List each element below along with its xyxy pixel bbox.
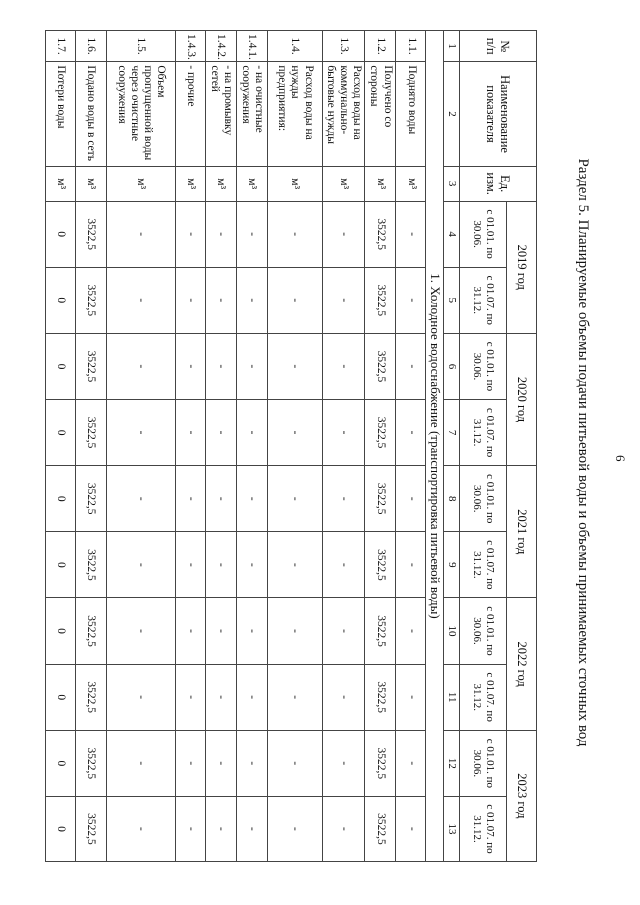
value-cell: -	[175, 267, 205, 333]
row-unit: м³	[45, 166, 75, 201]
value-cell: -	[236, 532, 267, 598]
value-cell: -	[205, 333, 236, 399]
value-cell: -	[205, 532, 236, 598]
value-cell: -	[175, 532, 205, 598]
value-cell: -	[267, 267, 322, 333]
column-number: 9	[444, 532, 460, 598]
value-cell: -	[205, 267, 236, 333]
value-cell: -	[175, 730, 205, 796]
value-cell: 3522,5	[365, 333, 396, 399]
value-cell: 3522,5	[365, 532, 396, 598]
value-cell: -	[106, 598, 175, 664]
value-cell: -	[396, 598, 426, 664]
value-cell: -	[322, 201, 365, 267]
value-cell: -	[106, 400, 175, 466]
row-number: 1.4.	[267, 31, 322, 62]
value-cell: -	[396, 466, 426, 532]
row-name: Поднято воды	[396, 62, 426, 166]
header-half-period: с 01.07. по 31.12.	[460, 532, 507, 598]
value-cell: 3522,5	[365, 400, 396, 466]
value-cell: -	[267, 201, 322, 267]
value-cell: -	[175, 466, 205, 532]
value-cell: -	[106, 333, 175, 399]
value-cell: -	[322, 532, 365, 598]
value-cell: -	[322, 466, 365, 532]
value-cell: 3522,5	[75, 598, 106, 664]
table-row	[365, 31, 396, 862]
table-row	[45, 31, 75, 862]
section-title: Раздел 5. Планируемые объемы подачи питьевой воды и объемы принимаемых сточных вод	[575, 158, 591, 747]
row-name: Потери воды	[45, 62, 75, 166]
value-cell: 0	[45, 598, 75, 664]
table-row	[75, 31, 106, 862]
volumes-table	[45, 30, 537, 862]
value-cell: -	[106, 267, 175, 333]
header-year: 2020 год	[507, 333, 537, 465]
value-cell: -	[396, 400, 426, 466]
header-half-period: с 01.01. по 30.06.	[460, 730, 507, 796]
row-unit: м³	[396, 166, 426, 201]
value-cell: -	[396, 664, 426, 730]
value-cell: -	[267, 333, 322, 399]
row-number: 1.4.1.	[236, 31, 267, 62]
value-cell: -	[267, 598, 322, 664]
header-year: 2019 год	[507, 201, 537, 333]
value-cell: -	[236, 598, 267, 664]
value-cell: 0	[45, 532, 75, 598]
value-cell: -	[175, 400, 205, 466]
table-row	[236, 31, 267, 862]
value-cell: 0	[45, 796, 75, 861]
header-num: № п/п	[460, 31, 537, 62]
value-cell: -	[106, 730, 175, 796]
column-number: 7	[444, 400, 460, 466]
value-cell: -	[322, 796, 365, 861]
section-row	[426, 31, 444, 862]
value-cell: -	[106, 796, 175, 861]
table-row	[396, 31, 426, 862]
header-year: 2022 год	[507, 598, 537, 730]
column-number: 12	[444, 730, 460, 796]
value-cell: -	[396, 730, 426, 796]
row-number: 1.2.	[365, 31, 396, 62]
header-name: Наименование показателя	[460, 62, 537, 166]
header-half-period: с 01.07. по 31.12.	[460, 400, 507, 466]
value-cell: 0	[45, 466, 75, 532]
value-cell: 0	[45, 730, 75, 796]
value-cell: -	[236, 730, 267, 796]
value-cell: -	[396, 333, 426, 399]
header-half-period: с 01.01. по 30.06.	[460, 333, 507, 399]
row-unit: м³	[236, 166, 267, 201]
value-cell: -	[106, 532, 175, 598]
column-number: 5	[444, 267, 460, 333]
row-name: Получено со стороны	[365, 62, 396, 166]
header-half-period: с 01.01. по 30.06.	[460, 466, 507, 532]
header-half-period: с 01.07. по 31.12.	[460, 796, 507, 861]
row-number: 1.3.	[322, 31, 365, 62]
row-name: - на очистные сооружения	[236, 62, 267, 166]
row-number: 1.7.	[45, 31, 75, 62]
value-cell: -	[267, 466, 322, 532]
column-number: 6	[444, 333, 460, 399]
value-cell: -	[322, 730, 365, 796]
value-cell: 0	[45, 267, 75, 333]
row-unit: м³	[205, 166, 236, 201]
row-number: 1.4.3.	[175, 31, 205, 62]
row-unit: м³	[267, 166, 322, 201]
row-name: Расход воды на коммунально-бытовые нужды	[322, 62, 365, 166]
value-cell: 3522,5	[365, 598, 396, 664]
row-unit: м³	[175, 166, 205, 201]
value-cell: 3522,5	[75, 532, 106, 598]
value-cell: 3522,5	[365, 796, 396, 861]
value-cell: -	[267, 664, 322, 730]
value-cell: 3522,5	[75, 466, 106, 532]
column-numbers-row	[444, 31, 460, 862]
row-unit: м³	[75, 166, 106, 201]
column-number: 1	[444, 31, 460, 62]
row-unit: м³	[365, 166, 396, 201]
column-number: 13	[444, 796, 460, 861]
column-number: 4	[444, 201, 460, 267]
value-cell: -	[322, 598, 365, 664]
row-name: Объем пропущенной воды через очистные сооружения	[106, 62, 175, 166]
column-number: 2	[444, 62, 460, 166]
value-cell: -	[396, 796, 426, 861]
header-year: 2023 год	[507, 730, 537, 861]
value-cell: -	[396, 267, 426, 333]
value-cell: -	[175, 664, 205, 730]
value-cell: -	[205, 730, 236, 796]
value-cell: -	[236, 664, 267, 730]
row-number: 1.1.	[396, 31, 426, 62]
value-cell: -	[267, 532, 322, 598]
section-heading: 1. Холодное водоснабжение (транспортировка питьевой воды)	[426, 31, 444, 862]
value-cell: -	[236, 400, 267, 466]
row-name: - прочие	[175, 62, 205, 166]
value-cell: -	[267, 796, 322, 861]
value-cell: -	[236, 201, 267, 267]
value-cell: 3522,5	[365, 664, 396, 730]
value-cell: -	[205, 466, 236, 532]
value-cell: 3522,5	[365, 267, 396, 333]
header-row	[507, 31, 537, 862]
page-number: 6	[613, 455, 628, 462]
value-cell: 3522,5	[365, 466, 396, 532]
value-cell: -	[205, 201, 236, 267]
value-cell: -	[106, 201, 175, 267]
column-number: 8	[444, 466, 460, 532]
value-cell: 3522,5	[75, 201, 106, 267]
header-half-period: с 01.01. по 30.06.	[460, 598, 507, 664]
header-half-period: с 01.07. по 31.12.	[460, 267, 507, 333]
value-cell: -	[267, 730, 322, 796]
value-cell: 0	[45, 400, 75, 466]
value-cell: 3522,5	[365, 201, 396, 267]
column-number: 10	[444, 598, 460, 664]
value-cell: -	[396, 532, 426, 598]
value-cell: -	[205, 598, 236, 664]
value-cell: -	[236, 796, 267, 861]
value-cell: -	[175, 796, 205, 861]
value-cell: -	[175, 333, 205, 399]
row-name: - на промывку сетей	[205, 62, 236, 166]
column-number: 11	[444, 664, 460, 730]
value-cell: -	[205, 400, 236, 466]
value-cell: 3522,5	[75, 796, 106, 861]
header-year: 2021 год	[507, 466, 537, 598]
table-row	[106, 31, 175, 862]
header-half-period: с 01.01. по 30.06.	[460, 201, 507, 267]
value-cell: -	[205, 664, 236, 730]
value-cell: -	[322, 664, 365, 730]
row-number: 1.5.	[106, 31, 175, 62]
header-half-period: с 01.07. по 31.12.	[460, 664, 507, 730]
value-cell: -	[396, 201, 426, 267]
value-cell: 0	[45, 201, 75, 267]
column-number: 3	[444, 166, 460, 201]
value-cell: -	[106, 664, 175, 730]
value-cell: -	[175, 598, 205, 664]
value-cell: -	[236, 333, 267, 399]
row-name: Подано воды в сеть	[75, 62, 106, 166]
value-cell: -	[267, 400, 322, 466]
row-unit: м³	[106, 166, 175, 201]
value-cell: 3522,5	[75, 664, 106, 730]
value-cell: 0	[45, 333, 75, 399]
value-cell: 3522,5	[75, 267, 106, 333]
value-cell: 3522,5	[75, 730, 106, 796]
value-cell: -	[175, 201, 205, 267]
value-cell: -	[236, 267, 267, 333]
value-cell: 3522,5	[365, 730, 396, 796]
value-cell: -	[322, 333, 365, 399]
table-row	[267, 31, 322, 862]
value-cell: -	[106, 466, 175, 532]
table-row	[322, 31, 365, 862]
value-cell: -	[322, 400, 365, 466]
row-name: Расход воды на нужды предприятия:	[267, 62, 322, 166]
table-row	[205, 31, 236, 862]
value-cell: -	[205, 796, 236, 861]
row-number: 1.6.	[75, 31, 106, 62]
value-cell: 0	[45, 664, 75, 730]
table-row	[175, 31, 205, 862]
value-cell: -	[236, 466, 267, 532]
value-cell: 3522,5	[75, 400, 106, 466]
row-unit: м³	[322, 166, 365, 201]
value-cell: -	[322, 267, 365, 333]
row-number: 1.4.2.	[205, 31, 236, 62]
header-unit: Ед. изм.	[460, 166, 537, 201]
value-cell: 3522,5	[75, 333, 106, 399]
